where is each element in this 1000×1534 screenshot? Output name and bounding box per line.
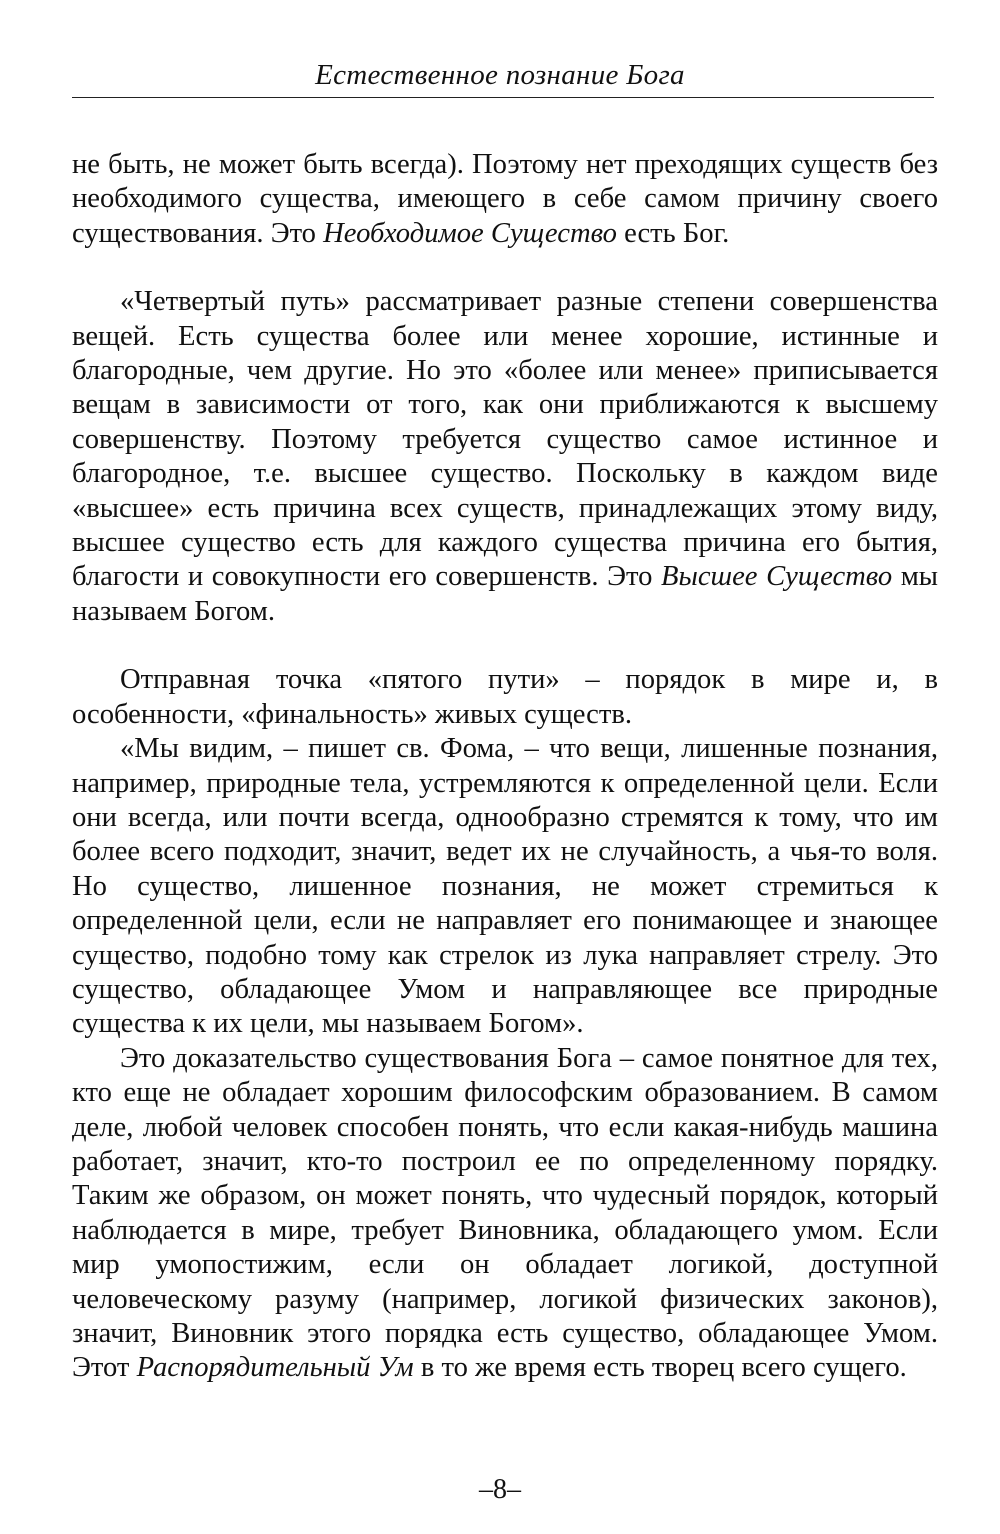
- paragraph-proof-explanation: [72, 1042, 938, 1386]
- header-rule: [72, 97, 934, 98]
- paragraph-fourth-way: [72, 285, 938, 629]
- text-run: «Мы видим, – пишет св. Фома, – что вещи, лишенные познания, например, природные тела, устремляются к определенной цели. Если они всегда, или почти всегда, однообразно стремятся к тому, что им более всего подходит, значит, ведет их не случайность, а чья-то воля. Но существо, лишенное познания, не может стремиться к определенной цели, если не направляет его понимающее и знающее существо, подобно тому как стрелок из лука направляет стрелу. Это существо, обладающее Умом и направляющее все природные существа к их цели, мы называем Богом».: [72, 733, 938, 1040]
- text-run: есть Бог.: [616, 217, 730, 249]
- text-run: мы называем Богом.: [72, 561, 939, 627]
- text-run: Это доказательство существования Бога – самое понятное для тех, кто еще не обладает хорошим философским образованием. В самом деле, любой человек способен понять, что если какая-нибудь машина работает, значит, кто-то построил ее по определенному порядку. Таким же образом, он может понять, что чудесный порядок, который наблюдается в мире, требует Виновника, обладающего умом. Если мир умопостижим, если он обладает логикой, доступной человеческому разуму (например, логикой физических законов), значит, Виновник этого порядка есть существо, обладающее Умом. Этот: [72, 1042, 938, 1384]
- text-run: «Четвертый путь» рассматривает разные степени совершенства вещей. Есть существа более или менее хорошие, истинные и благородные, чем другие. Но это «более или менее» приписывается вещам в зависимости от того, как они приближаются к высшему совершенству. Поэтому требуется существо самое истинное и благородное, т.е. высшее существо. Поскольку в каждом виде «высшее» есть причина всех существ, принадлежащих этому виду, высшее существо есть для каждого существа причина его бытия, благости и совокупности его совершенств. Это: [72, 286, 938, 593]
- italic-term: Распорядительный Ум: [136, 1352, 414, 1384]
- page-number: –8–: [479, 1474, 521, 1505]
- paragraph-necessary-being: [72, 148, 938, 251]
- text-run: не быть, не может быть всегда). Поэтому нет преходящих существ без необходимого существа, имеющего в себе самом причину своего существования. Это: [72, 149, 938, 249]
- text-run: Отправная точка «пятого пути» – порядок в мире и, в особенности, «финальность» живых существ.: [72, 664, 938, 730]
- running-head-title: Естественное познание Бога: [315, 59, 685, 91]
- body-text: [72, 148, 938, 1386]
- paragraph-thomas-quote: [72, 732, 938, 1042]
- italic-term: Высшее Существо: [661, 561, 893, 593]
- text-run: в то же время есть творец всего сущего.: [413, 1352, 907, 1384]
- italic-term: Необходимое Существо: [323, 217, 617, 249]
- paragraph-fifth-way: [72, 663, 938, 732]
